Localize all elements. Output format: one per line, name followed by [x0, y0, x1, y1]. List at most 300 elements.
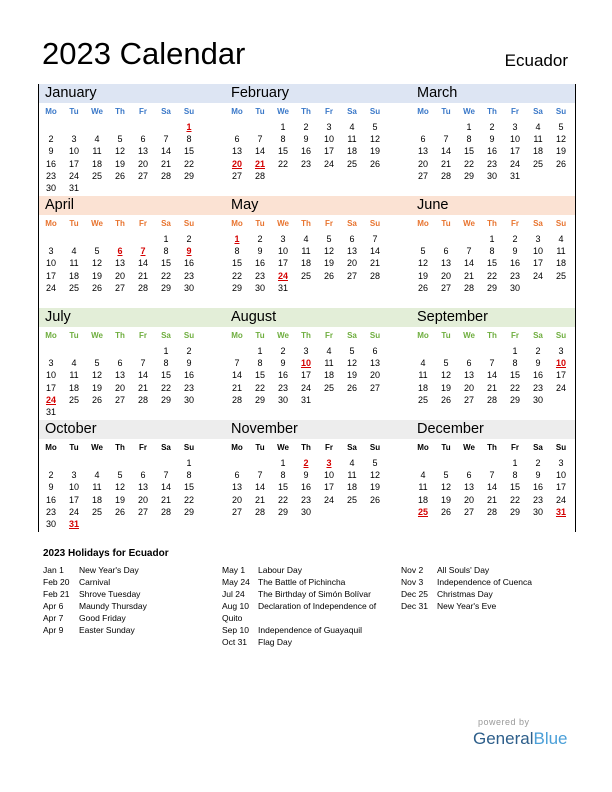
day-cell: 14: [486, 370, 497, 381]
day-cell: 13: [463, 370, 474, 381]
month-november: [225, 420, 403, 532]
day-cell: 30: [254, 282, 265, 293]
day-cell: 9: [257, 246, 263, 257]
day-cell: 14: [486, 482, 497, 493]
weekday-header: Sa: [347, 443, 357, 452]
holiday-item-date: May 1: [222, 565, 246, 575]
day-cell: 14: [231, 370, 242, 381]
day-cell: 29: [183, 506, 194, 517]
day-cell: 28: [254, 506, 265, 517]
day-cell: 19: [369, 146, 380, 157]
day-cell: 12: [114, 146, 125, 157]
day-cell: 11: [347, 134, 357, 145]
day-cell: 26: [114, 506, 125, 517]
day-cell: 17: [555, 482, 566, 493]
day-cell: 28: [137, 282, 148, 293]
weekday-header: Th: [115, 443, 125, 452]
day-cell: 25: [346, 494, 357, 505]
day-cell: 20: [137, 494, 148, 505]
weekday-header: Th: [487, 107, 497, 116]
holiday-item-name: Flag Day: [258, 637, 293, 647]
weekday-header: Mo: [45, 443, 57, 452]
weekday-header: Tu: [69, 219, 79, 228]
day-cell: 18: [300, 258, 311, 269]
weekday-header: Sa: [347, 331, 357, 340]
day-cell: 3: [48, 358, 54, 369]
day-cell: 25: [91, 170, 102, 181]
holidays-title: 2023 Holidays for Ecuador: [43, 548, 169, 559]
weekday-header: Fr: [511, 443, 519, 452]
day-cell: 1: [163, 346, 169, 356]
holiday-date: 10: [555, 358, 566, 369]
day-cell: 6: [466, 358, 472, 369]
month-name: September: [417, 309, 488, 325]
day-cell: 3: [512, 122, 518, 132]
day-cell: 6: [234, 134, 240, 145]
day-cell: 27: [463, 394, 474, 405]
day-cell: 27: [440, 282, 451, 293]
day-cell: 22: [486, 270, 497, 281]
holiday-item-date: Jul 24: [222, 589, 245, 599]
day-cell: 13: [231, 482, 242, 493]
day-cell: 1: [257, 346, 263, 356]
day-cell: 7: [372, 234, 378, 244]
day-cell: 26: [91, 394, 102, 405]
holiday-item-date: Feb 20: [43, 577, 70, 587]
day-cell: 20: [463, 382, 474, 393]
day-cell: 20: [369, 370, 380, 381]
day-cell: 17: [323, 482, 334, 493]
day-cell: 23: [509, 270, 520, 281]
day-cell: 9: [48, 146, 54, 157]
weekday-header: Th: [115, 331, 125, 340]
day-cell: 24: [323, 158, 334, 169]
day-cell: 13: [440, 258, 451, 269]
weekday-header: Tu: [255, 107, 265, 116]
day-cell: 13: [369, 358, 380, 369]
weekday-header: Tu: [69, 107, 79, 116]
brand-blue: Blue: [533, 729, 568, 748]
day-cell: 28: [463, 282, 474, 293]
day-cell: 15: [486, 258, 497, 269]
day-cell: 16: [254, 258, 265, 269]
day-cell: 26: [91, 282, 102, 293]
day-cell: 20: [417, 158, 428, 169]
day-cell: 11: [556, 246, 566, 257]
day-cell: 11: [69, 370, 79, 381]
day-cell: 13: [417, 146, 428, 157]
day-cell: 20: [440, 270, 451, 281]
day-cell: 27: [137, 170, 148, 181]
month-october: [39, 420, 217, 532]
day-cell: 30: [277, 394, 288, 405]
holiday-item-date: Nov 2: [401, 565, 424, 575]
day-cell: 15: [160, 370, 171, 381]
day-cell: 9: [186, 358, 192, 369]
day-cell: 4: [535, 122, 541, 132]
weekday-header: Th: [487, 219, 497, 228]
day-cell: 8: [257, 358, 263, 369]
day-cell: 6: [349, 234, 355, 244]
day-cell: 12: [369, 134, 380, 145]
day-cell: 10: [323, 470, 334, 481]
day-cell: 2: [48, 134, 54, 145]
holiday-date: 24: [277, 270, 288, 281]
day-cell: 25: [68, 394, 79, 405]
day-cell: 20: [346, 258, 357, 269]
month-march: [411, 84, 589, 196]
day-cell: 5: [117, 134, 123, 145]
day-cell: 10: [68, 146, 79, 157]
day-cell: 17: [555, 370, 566, 381]
month-name: February: [231, 85, 290, 101]
holiday-item-date: May 24: [222, 577, 250, 587]
day-cell: 25: [417, 394, 428, 405]
day-cell: 31: [45, 407, 56, 417]
weekday-header: Mo: [417, 107, 429, 116]
day-cell: 27: [369, 382, 380, 393]
month-september: [411, 308, 589, 420]
weekday-header: Th: [115, 219, 125, 228]
day-cell: 19: [417, 270, 428, 281]
weekday-header: Tu: [69, 443, 79, 452]
day-cell: 24: [555, 382, 566, 393]
day-cell: 26: [555, 158, 566, 169]
day-cell: 3: [71, 470, 77, 481]
day-cell: 8: [466, 134, 472, 145]
day-cell: 14: [254, 146, 265, 157]
day-cell: 29: [509, 394, 520, 405]
month-name: April: [45, 197, 75, 213]
weekday-header: Th: [115, 107, 125, 116]
day-cell: 22: [463, 158, 474, 169]
weekday-header: Tu: [441, 107, 451, 116]
day-cell: 13: [114, 258, 125, 269]
weekday-header: Tu: [441, 443, 451, 452]
day-cell: 12: [346, 358, 357, 369]
day-cell: 14: [137, 258, 148, 269]
day-cell: 22: [231, 270, 242, 281]
weekday-header: Tu: [69, 331, 79, 340]
quarter-row: [39, 84, 575, 196]
day-cell: 3: [303, 346, 309, 356]
day-cell: 28: [137, 394, 148, 405]
day-cell: 20: [231, 494, 242, 505]
day-cell: 6: [466, 470, 472, 481]
day-cell: 4: [303, 234, 309, 244]
day-cell: 30: [532, 506, 543, 517]
weekday-header: We: [463, 219, 475, 228]
weekday-header: Fr: [325, 107, 333, 116]
holiday-item-name-continued: Quito: [222, 613, 243, 623]
month-june: [411, 196, 589, 308]
day-cell: 13: [231, 146, 242, 157]
day-cell: 29: [254, 394, 265, 405]
day-cell: 18: [68, 270, 79, 281]
day-cell: 3: [326, 122, 332, 132]
weekday-header: Fr: [511, 219, 519, 228]
day-cell: 29: [231, 282, 242, 293]
day-cell: 15: [183, 482, 194, 493]
day-cell: 14: [369, 246, 380, 257]
month-name: January: [45, 85, 97, 101]
day-cell: 25: [532, 158, 543, 169]
holiday-item: [222, 564, 302, 576]
day-cell: 4: [420, 358, 426, 369]
day-cell: 12: [555, 134, 566, 145]
day-cell: 28: [440, 170, 451, 181]
day-cell: 19: [91, 382, 102, 393]
day-cell: 24: [509, 158, 520, 169]
day-cell: 26: [114, 170, 125, 181]
day-cell: 7: [257, 134, 263, 145]
day-cell: 5: [558, 122, 564, 132]
brand-general: General: [473, 729, 534, 748]
day-cell: 24: [45, 282, 56, 293]
weekday-header: Mo: [231, 219, 243, 228]
day-cell: 25: [555, 270, 566, 281]
day-cell: 27: [114, 282, 125, 293]
day-cell: 27: [231, 506, 242, 517]
day-cell: 23: [532, 382, 543, 393]
weekday-header: We: [277, 331, 289, 340]
day-cell: 15: [254, 370, 265, 381]
day-cell: 17: [532, 258, 543, 269]
weekday-header: Su: [369, 107, 381, 116]
day-cell: 9: [512, 246, 518, 257]
weekday-header: Mo: [231, 107, 243, 116]
weekday-header: We: [463, 443, 475, 452]
holiday-date: 7: [140, 246, 146, 257]
day-cell: 16: [300, 146, 311, 157]
day-cell: 8: [512, 358, 518, 369]
weekday-header: Sa: [347, 107, 357, 116]
day-cell: 16: [183, 370, 194, 381]
day-cell: 24: [68, 170, 79, 181]
weekday-header: Fr: [139, 331, 147, 340]
day-cell: 19: [114, 494, 125, 505]
weekday-header: Su: [183, 107, 195, 116]
month-february: [225, 84, 403, 196]
weekday-header: We: [277, 219, 289, 228]
day-cell: 22: [277, 158, 288, 169]
day-cell: 25: [68, 282, 79, 293]
month-december: [411, 420, 589, 532]
month-january: [39, 84, 217, 196]
holiday-item: [222, 576, 346, 588]
weekday-header: Sa: [161, 443, 171, 452]
day-cell: 23: [45, 170, 56, 181]
holiday-item-name: Independence of Guayaquil: [258, 625, 362, 635]
day-cell: 23: [254, 270, 265, 281]
day-cell: 22: [183, 494, 194, 505]
month-name: March: [417, 85, 458, 101]
holiday-item-date: Aug 10: [222, 601, 249, 611]
weekday-header: Su: [183, 219, 195, 228]
day-cell: 13: [114, 370, 125, 381]
day-cell: 8: [280, 470, 286, 481]
weekday-header: Mo: [45, 107, 57, 116]
holiday-date: 31: [555, 506, 566, 517]
day-cell: 3: [558, 346, 564, 356]
weekday-header: Mo: [45, 331, 57, 340]
weekday-header: Sa: [533, 219, 543, 228]
day-cell: 27: [137, 506, 148, 517]
day-cell: 23: [486, 158, 497, 169]
day-cell: 30: [45, 183, 56, 193]
holiday-item-date: Apr 6: [43, 601, 64, 611]
weekday-header: Tu: [255, 331, 265, 340]
weekday-header: We: [91, 219, 103, 228]
day-cell: 18: [417, 382, 428, 393]
weekday-header: Su: [555, 107, 567, 116]
holiday-item: [222, 588, 371, 600]
day-cell: 23: [532, 494, 543, 505]
day-cell: 3: [558, 458, 564, 468]
day-cell: 18: [346, 482, 357, 493]
day-cell: 22: [254, 382, 265, 393]
day-cell: 13: [137, 146, 148, 157]
day-cell: 10: [555, 470, 566, 481]
weekday-header: Su: [183, 331, 195, 340]
day-cell: 12: [91, 370, 102, 381]
day-cell: 14: [160, 146, 171, 157]
day-cell: 8: [163, 358, 169, 369]
day-cell: 30: [45, 519, 56, 529]
day-cell: 2: [535, 346, 541, 356]
day-cell: 4: [326, 346, 332, 356]
holiday-item-name: The Battle of Pichincha: [258, 577, 346, 587]
day-cell: 17: [509, 146, 520, 157]
weekday-header: Mo: [45, 219, 57, 228]
day-cell: 1: [280, 458, 286, 468]
day-cell: 29: [509, 506, 520, 517]
day-cell: 28: [486, 506, 497, 517]
day-cell: 5: [117, 470, 123, 481]
day-cell: 3: [280, 234, 286, 244]
holiday-item-date: Feb 21: [43, 589, 70, 599]
weekday-header: Tu: [441, 331, 451, 340]
day-cell: 24: [68, 506, 79, 517]
day-cell: 27: [114, 394, 125, 405]
day-cell: 17: [45, 382, 56, 393]
day-cell: 9: [280, 358, 286, 369]
day-cell: 19: [346, 370, 357, 381]
day-cell: 5: [326, 234, 332, 244]
day-cell: 21: [137, 270, 148, 281]
day-cell: 1: [512, 458, 518, 468]
day-cell: 11: [324, 358, 334, 369]
weekday-header: Mo: [231, 443, 243, 452]
holiday-item-name: Independence of Cuenca: [437, 577, 532, 587]
day-cell: 16: [45, 158, 56, 169]
day-cell: 21: [369, 258, 380, 269]
day-cell: 21: [486, 494, 497, 505]
day-cell: 12: [114, 482, 125, 493]
day-cell: 21: [160, 494, 171, 505]
powered-by-text: powered by: [478, 717, 530, 727]
day-cell: 10: [323, 134, 334, 145]
day-cell: 18: [68, 382, 79, 393]
day-cell: 4: [94, 470, 100, 481]
holiday-item-name: New Year's Day: [79, 565, 139, 575]
month-name: July: [45, 309, 71, 325]
holiday-date: 3: [326, 458, 332, 468]
day-cell: 5: [420, 246, 426, 257]
day-cell: 11: [69, 258, 79, 269]
day-cell: 9: [48, 482, 54, 493]
holiday-item-name: New Year's Eve: [437, 601, 497, 611]
day-cell: 7: [163, 134, 169, 145]
day-cell: 15: [463, 146, 474, 157]
day-cell: 5: [349, 346, 355, 356]
day-cell: 8: [163, 246, 169, 257]
quarter-row: [39, 420, 575, 532]
weekday-header: Fr: [139, 107, 147, 116]
holiday-item-name: Declaration of Independence of: [258, 601, 377, 611]
holiday-item-name: Shrove Tuesday: [79, 589, 141, 599]
holiday-item-date: Dec 31: [401, 601, 428, 611]
day-cell: 19: [91, 270, 102, 281]
day-cell: 31: [68, 183, 79, 193]
day-cell: 22: [183, 158, 194, 169]
day-cell: 29: [160, 282, 171, 293]
day-cell: 25: [300, 270, 311, 281]
holiday-item-date: Jan 1: [43, 565, 64, 575]
day-cell: 2: [186, 234, 192, 244]
day-cell: 30: [532, 394, 543, 405]
weekday-header: Th: [301, 107, 311, 116]
weekday-header: Sa: [533, 331, 543, 340]
holiday-date: 6: [117, 246, 123, 257]
day-cell: 23: [183, 382, 194, 393]
day-cell: 5: [443, 358, 449, 369]
day-cell: 19: [440, 382, 451, 393]
day-cell: 12: [417, 258, 428, 269]
day-cell: 17: [45, 270, 56, 281]
day-cell: 18: [91, 158, 102, 169]
day-cell: 8: [234, 246, 240, 257]
day-cell: 19: [323, 258, 334, 269]
quarter-row: [39, 308, 575, 420]
day-cell: 24: [532, 270, 543, 281]
day-cell: 14: [254, 482, 265, 493]
day-cell: 23: [45, 506, 56, 517]
day-cell: 16: [277, 370, 288, 381]
weekday-header: Fr: [511, 331, 519, 340]
day-cell: 21: [254, 494, 265, 505]
day-cell: 26: [323, 270, 334, 281]
day-cell: 8: [512, 470, 518, 481]
weekday-header: Th: [301, 443, 311, 452]
weekday-header: Su: [183, 443, 195, 452]
day-cell: 20: [114, 270, 125, 281]
day-cell: 18: [417, 494, 428, 505]
day-cell: 4: [349, 122, 355, 132]
month-name: May: [231, 197, 259, 213]
day-cell: 7: [489, 470, 495, 481]
holiday-date: 2: [303, 458, 309, 468]
weekday-header: Su: [369, 443, 381, 452]
day-cell: 28: [160, 170, 171, 181]
day-cell: 6: [140, 134, 146, 145]
day-cell: 6: [140, 470, 146, 481]
day-cell: 28: [369, 270, 380, 281]
day-cell: 8: [489, 246, 495, 257]
day-cell: 15: [277, 482, 288, 493]
day-cell: 15: [160, 258, 171, 269]
day-cell: 25: [323, 382, 334, 393]
